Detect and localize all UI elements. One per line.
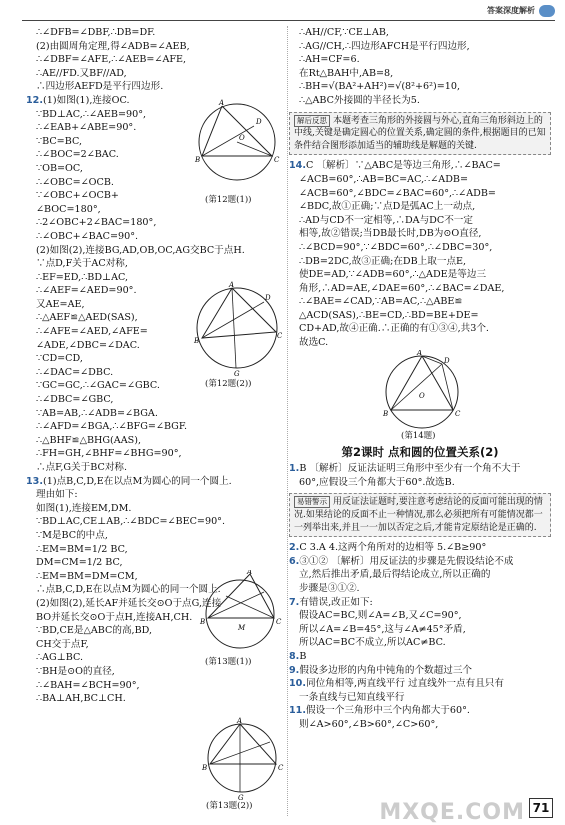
text-line [289,636,551,650]
figure-14 [367,350,477,436]
line-text: △ACD(SAS),∴BE=CD,∴BD=BE+DE= [299,309,479,321]
fig12-2-label-c: C [277,332,282,340]
line-text: (1)点B,C,D,E在以点M为圆心的同一个圆上. [43,475,232,487]
text-line [289,295,551,309]
line-text: 又AE=AE, [36,298,85,310]
fig13-2-label-c: C [278,764,284,772]
text-line [289,582,551,596]
text-line [289,214,551,228]
line-text: ∴点B,C,D,E在以点M为圆心的同一个圆上. [36,584,221,596]
question-number: 1. [289,463,300,475]
text-line [26,216,201,230]
text-line [26,556,201,570]
warning-tag: 易错警示 [294,496,330,508]
line-text: ∵BC=BC, [36,135,82,147]
text-line [289,282,551,296]
reflection-text: 本题考查三角形的外接圆与外心,直角三角形斜边上的中线,关键是确定圆心的位置关系,确定圆的条件,根据题目的已知条件结合图形添加适当的辅助线是解题的关键. [294,115,546,151]
line-text: ∠ADE,∠DBC=∠DAC. [36,339,140,351]
text-line [289,268,551,282]
reflection-tag: 解后反思 [294,115,330,127]
text-line [26,692,201,706]
question-number: 6. [289,555,300,567]
fig12-1-label-o: O [239,134,245,142]
figure-12-1-caption: (第12题(1)) [205,195,252,205]
line-text: 假设一个三角形中三个内角都大于60°. [306,705,470,717]
line-text: ∴四边形AEFD是平行四边形. [36,81,164,93]
line-text: ∵CD=CD, [36,353,83,365]
question-number: 8. [289,650,300,662]
text-line [289,568,551,582]
line-text: ③①② 〔解析〕用反证法的步骤是先假设结论不成 [299,555,514,567]
text-line [289,159,551,173]
line-text: ∴AE//FD.又BF//AD, [36,67,127,79]
fig14-label-c: C [455,409,461,418]
line-text: ∴AH//CF,∵CE⊥AB, [299,27,389,38]
warning-box [289,493,551,537]
line-text: ∴BA⊥AH,BC⊥CH. [36,693,126,705]
line-text: ∴EF=ED,∴BD⊥AC, [36,271,129,283]
text-line [289,187,551,201]
text-line [26,257,288,271]
text-line [26,162,201,176]
text-line [289,718,551,732]
figure-13-1-caption: (第13题(1)) [205,657,252,667]
text-line [26,121,201,135]
line-text: 同位角相等,两直线平行 过直线外一点有且只有 [306,678,504,690]
line-text: 如图(1),连接EM,DM. [36,502,132,514]
text-line [289,664,551,678]
line-text: ∴AG⊥BC. [36,652,83,664]
line-text: ∴∠DBF=∠AFE,∴∠AEB=∠AFE, [36,54,187,66]
line-text: ∵M是BC的中点, [36,529,108,541]
line-text: B [299,650,307,662]
figure-12-1 [192,96,282,196]
text-line [289,609,551,623]
fig13-1-label-m: M [238,624,246,632]
text-line [26,148,201,162]
text-line [289,691,551,705]
text-line [289,322,551,336]
text-line [26,393,288,407]
line-text: ∵AB=AB,∴∠ADB=∠BGA. [36,407,158,419]
figure-13-1 [198,570,282,656]
text-line [26,53,288,67]
line-text: 故选C. [299,337,329,349]
text-line [26,352,201,366]
page-header [487,4,555,18]
text-line [26,624,201,638]
text-line [26,108,201,122]
line-text: ∠BOC=180°, [36,203,101,215]
text-line [26,502,288,516]
text-line [26,515,288,529]
text-line [26,434,288,448]
fig14-label-o: O [419,391,425,400]
line-text: ∵点D,F关于AC对称, [36,258,128,270]
line-text: (1)如图(1),连接OC. [43,94,130,106]
fig12-1-label-b: B [195,156,201,164]
line-text: ∴FH=GH,∠BHF=∠BHG=90°, [36,448,182,460]
line-text: CD+AD,故④正确.∴正确的有①③④,共3个. [299,323,489,335]
text-line [26,570,201,584]
line-text: 则∠A>60°,∠B>60°,∠C>60°, [299,718,439,730]
text-line [26,529,201,543]
line-text: B 〔解析〕反证法证明三角形中至少有一个角不大于 [299,463,521,475]
line-text: 立,然后推出矛盾,最后得结论成立,所以正确的 [299,569,491,581]
question-number: 10. [289,678,306,690]
text-line [289,200,551,214]
right-column [289,26,551,732]
line-text: 角形,∴AD=AE,∠DAE=60°,∴∠BAC=∠DAE, [299,282,505,294]
line-text: ∠ACB=60°,∠BDC=∠BAC=60°,∴∠ADB= [299,187,496,199]
text-line [289,650,551,664]
text-line [289,173,551,187]
line-text: ∴∠DBC=∠GBC, [36,394,114,406]
text-line [26,638,201,652]
question-number: 11. [289,705,306,717]
text-line [26,40,288,54]
reflection-box [289,112,551,156]
line-text: 在Rt△BAH中,AB=8, [299,67,394,79]
text-line [289,53,551,67]
text-line [289,241,551,255]
fig12-2-label-a: A [229,281,235,289]
line-text: ∴∠EAB+∠ABE=90°. [36,122,137,134]
text-line [26,475,288,489]
question-number: 2. [289,542,300,554]
text-line [26,80,288,94]
fig13-1-label-c: C [276,618,282,626]
text-line [26,176,201,190]
line-text: ∴∠BAH=∠BCH=90°, [36,679,140,691]
text-line [289,67,551,81]
header-rule [22,20,555,21]
text-line [26,407,288,421]
line-text: ∴BH=√(BA²+AH²)=√(8²+6²)=10, [299,81,461,93]
line-text: ∴EM=BM=1/2 BC, [36,543,128,555]
line-text: ∵BD,CE是△ABC的高,BD, [36,625,153,637]
text-line [26,284,201,298]
fig13-1-label-b: B [200,618,206,626]
text-line [26,135,201,149]
text-line [26,665,201,679]
question-number: 13. [26,475,43,487]
line-text: ∠ACB=60°,∴AB=BC=AC,∴∠ADB= [299,173,469,185]
line-text: ∴AD与CD不一定相等,∴DA与DC不一定 [299,214,473,226]
line-text: (2)如图(2),连接BG,AD,OB,OC,AG交BC于点H. [36,244,245,256]
line-text: 60°,应假设三个角都大于60°.故选B. [299,476,455,488]
figure-12-2 [192,280,282,378]
line-text: ∴AG//CH,∴四边形AFCH是平行四边形, [299,40,470,52]
fig13-2-label-b: B [202,764,208,772]
line-text: C 〔解析〕∵△ABC是等边三角形,∴∠BAC= [306,160,501,172]
line-text: 有错误,改正如下: [299,596,373,608]
line-text: 所以AC=BC不成立,所以AC≠BC. [299,637,446,649]
fig12-2-label-g: G [234,370,240,378]
text-line [289,227,551,241]
fig13-1-label-a: A [247,570,253,576]
figure-14-area [289,350,551,442]
text-line [289,476,551,490]
text-line [26,543,201,557]
line-text: 假设AC=BC,则∠A=∠B,又∠C=90°, [299,610,462,622]
line-text: ∵OB=OC, [36,162,83,174]
text-line [26,679,201,693]
text-line [26,461,288,475]
text-line [289,704,551,718]
line-text: (2)如图(2),延长AF并延长交⊙O于点G,连接 [36,597,222,609]
line-text: 假设多边形的内角中钝角的个数超过三个 [299,664,473,676]
text-line [289,26,551,40]
text-line [26,244,288,258]
fig12-2-label-d: D [265,294,271,302]
line-text: 使DE=AD,∵∠ADB=60°,∴△ADE是等边三 [299,269,487,281]
text-line [26,67,288,81]
text-line [26,366,201,380]
line-text: ∴DB=2DC,故③正确;在DB上取一点E, [299,255,467,267]
line-text: ∴∠BOC=2∠BAC. [36,149,119,161]
text-line [26,420,288,434]
text-line [289,336,551,350]
line-text: ∴∠BAE=∠CAD,∵AB=AC,∴△ABE≌ [299,296,463,308]
text-line [289,255,551,269]
line-text: ∵∠OBC+∠OCB+ [36,190,119,202]
warning-text: 用反证法证题时,要注意考虑结论的反面可能出现的情况.如果结论的反面不止一种情况,那么必须把所有可能情况都一一列举出来,并且一一加以否定之后,才能肯定原结论是正确的. [294,497,543,533]
line-text: ∴∠AFD=∠BGA,∴∠BFG=∠BGF. [36,421,188,433]
text-line [289,541,551,555]
line-text: ∴2∠OBC+2∠BAC=180°, [36,217,157,229]
header-title: 答案深度解析 [487,6,535,16]
brand-logo-icon [539,5,555,17]
line-text: ∴点F,G关于BC对称. [36,462,128,473]
fig14-label-d: D [444,356,450,365]
line-text: ∵BD⊥AC,∴∠AEB=90°, [36,108,147,120]
text-line [26,203,201,217]
line-text: ∴∠DFB=∠DBF,∴DB=DF. [36,27,156,38]
fig13-2-label-a: A [237,717,243,725]
fig13-2-label-g: G [238,794,244,802]
question-number: 7. [289,596,300,608]
line-text: ∵BH是⊙O的直径, [36,665,115,677]
line-text: (2)由圆周角定理,得∠ADB=∠AEB, [36,40,190,52]
text-line [26,189,201,203]
text-line [26,26,288,40]
line-text: ∵BD⊥AC,CE⊥AB,∴∠BDC=∠BEC=90°. [36,516,226,528]
line-text: 相等,故②错误;当DB最长时,DB为⊙O直径, [299,228,482,240]
fig12-1-label-c: C [274,156,280,164]
text-line [289,94,551,108]
text-line [26,651,201,665]
question-number: 9. [289,664,300,676]
text-line [289,596,551,610]
fig14-label-b: B [383,409,389,418]
text-line [289,623,551,637]
line-text: ∴EM=BM=DM=CM, [36,570,138,582]
text-line [26,339,201,353]
fig12-1-label-a: A [219,99,225,107]
text-line [26,271,201,285]
line-text: C 3.A 4.这两个角所对的边相等 5.∠B≥90° [299,542,487,554]
line-text: ∴∠DAC=∠DBC. [36,366,114,378]
line-text: 所以∠A=∠B=45°,这与∠A≠45°矛盾, [299,623,466,635]
line-text: ∴△ABC外接圆的半径长为5. [299,94,420,106]
line-text: ∴∠BCD=90°,∵∠BDC=60°,∴∠DBC=30°, [299,241,493,253]
text-line [26,488,288,502]
text-line [26,447,288,461]
text-line [26,298,201,312]
page-number: 71 [529,798,553,818]
text-line [26,311,201,325]
text-line [289,677,551,691]
line-text: ∴∠AEF=∠AED=90°. [36,285,137,297]
fig12-2-label-b: B [194,337,200,345]
line-text: ∴△BHF≌△BHG(AAS), [36,434,142,446]
question-number: 14. [289,160,306,172]
line-text: ∴∠AFE=∠AED,∠AFE= [36,326,148,338]
line-text: CH交于点F, [36,638,89,650]
fig14-label-a: A [417,349,423,357]
question-number: 12. [26,94,43,106]
line-text: ∴△AEF≌△AED(SAS), [36,312,138,324]
line-text: 一条直线与已知直线平行 [299,691,405,703]
line-text: ∴AH=CF=6. [299,54,360,66]
figure-14-caption: (第14题) [401,430,436,441]
text-line [289,462,551,476]
figure-12-2-caption: (第12题(2)) [205,379,252,389]
watermark: MXQE.COM [379,800,525,825]
text-line [289,80,551,94]
text-line [26,230,201,244]
text-line [26,325,201,339]
line-text: ∵GC=GC,∴∠GAC=∠GBC. [36,380,160,392]
line-text: ∠BDC,故①正确;∵点D是弧AC上一动点, [299,201,476,213]
line-text: 步骤是③①②. [299,583,360,594]
line-text: DM=CM=1/2 BC, [36,557,123,569]
line-text: ∴∠OBC+∠BAC=90°. [36,230,139,242]
figure-13-2-caption: (第13题(2)) [206,801,253,811]
line-text: BO并延长交⊙O于点H,连接AH,CH. [36,611,193,623]
fig12-1-label-d: D [256,118,262,126]
section-title: 第2课时 点和圆的位置关系(2) [341,444,499,459]
figure-13-2 [200,714,284,802]
line-text: ∴∠OBC=∠OCB. [36,176,114,188]
text-line [289,555,551,569]
text-line [289,309,551,323]
line-text: 理由如下: [36,489,78,501]
text-line [289,40,551,54]
